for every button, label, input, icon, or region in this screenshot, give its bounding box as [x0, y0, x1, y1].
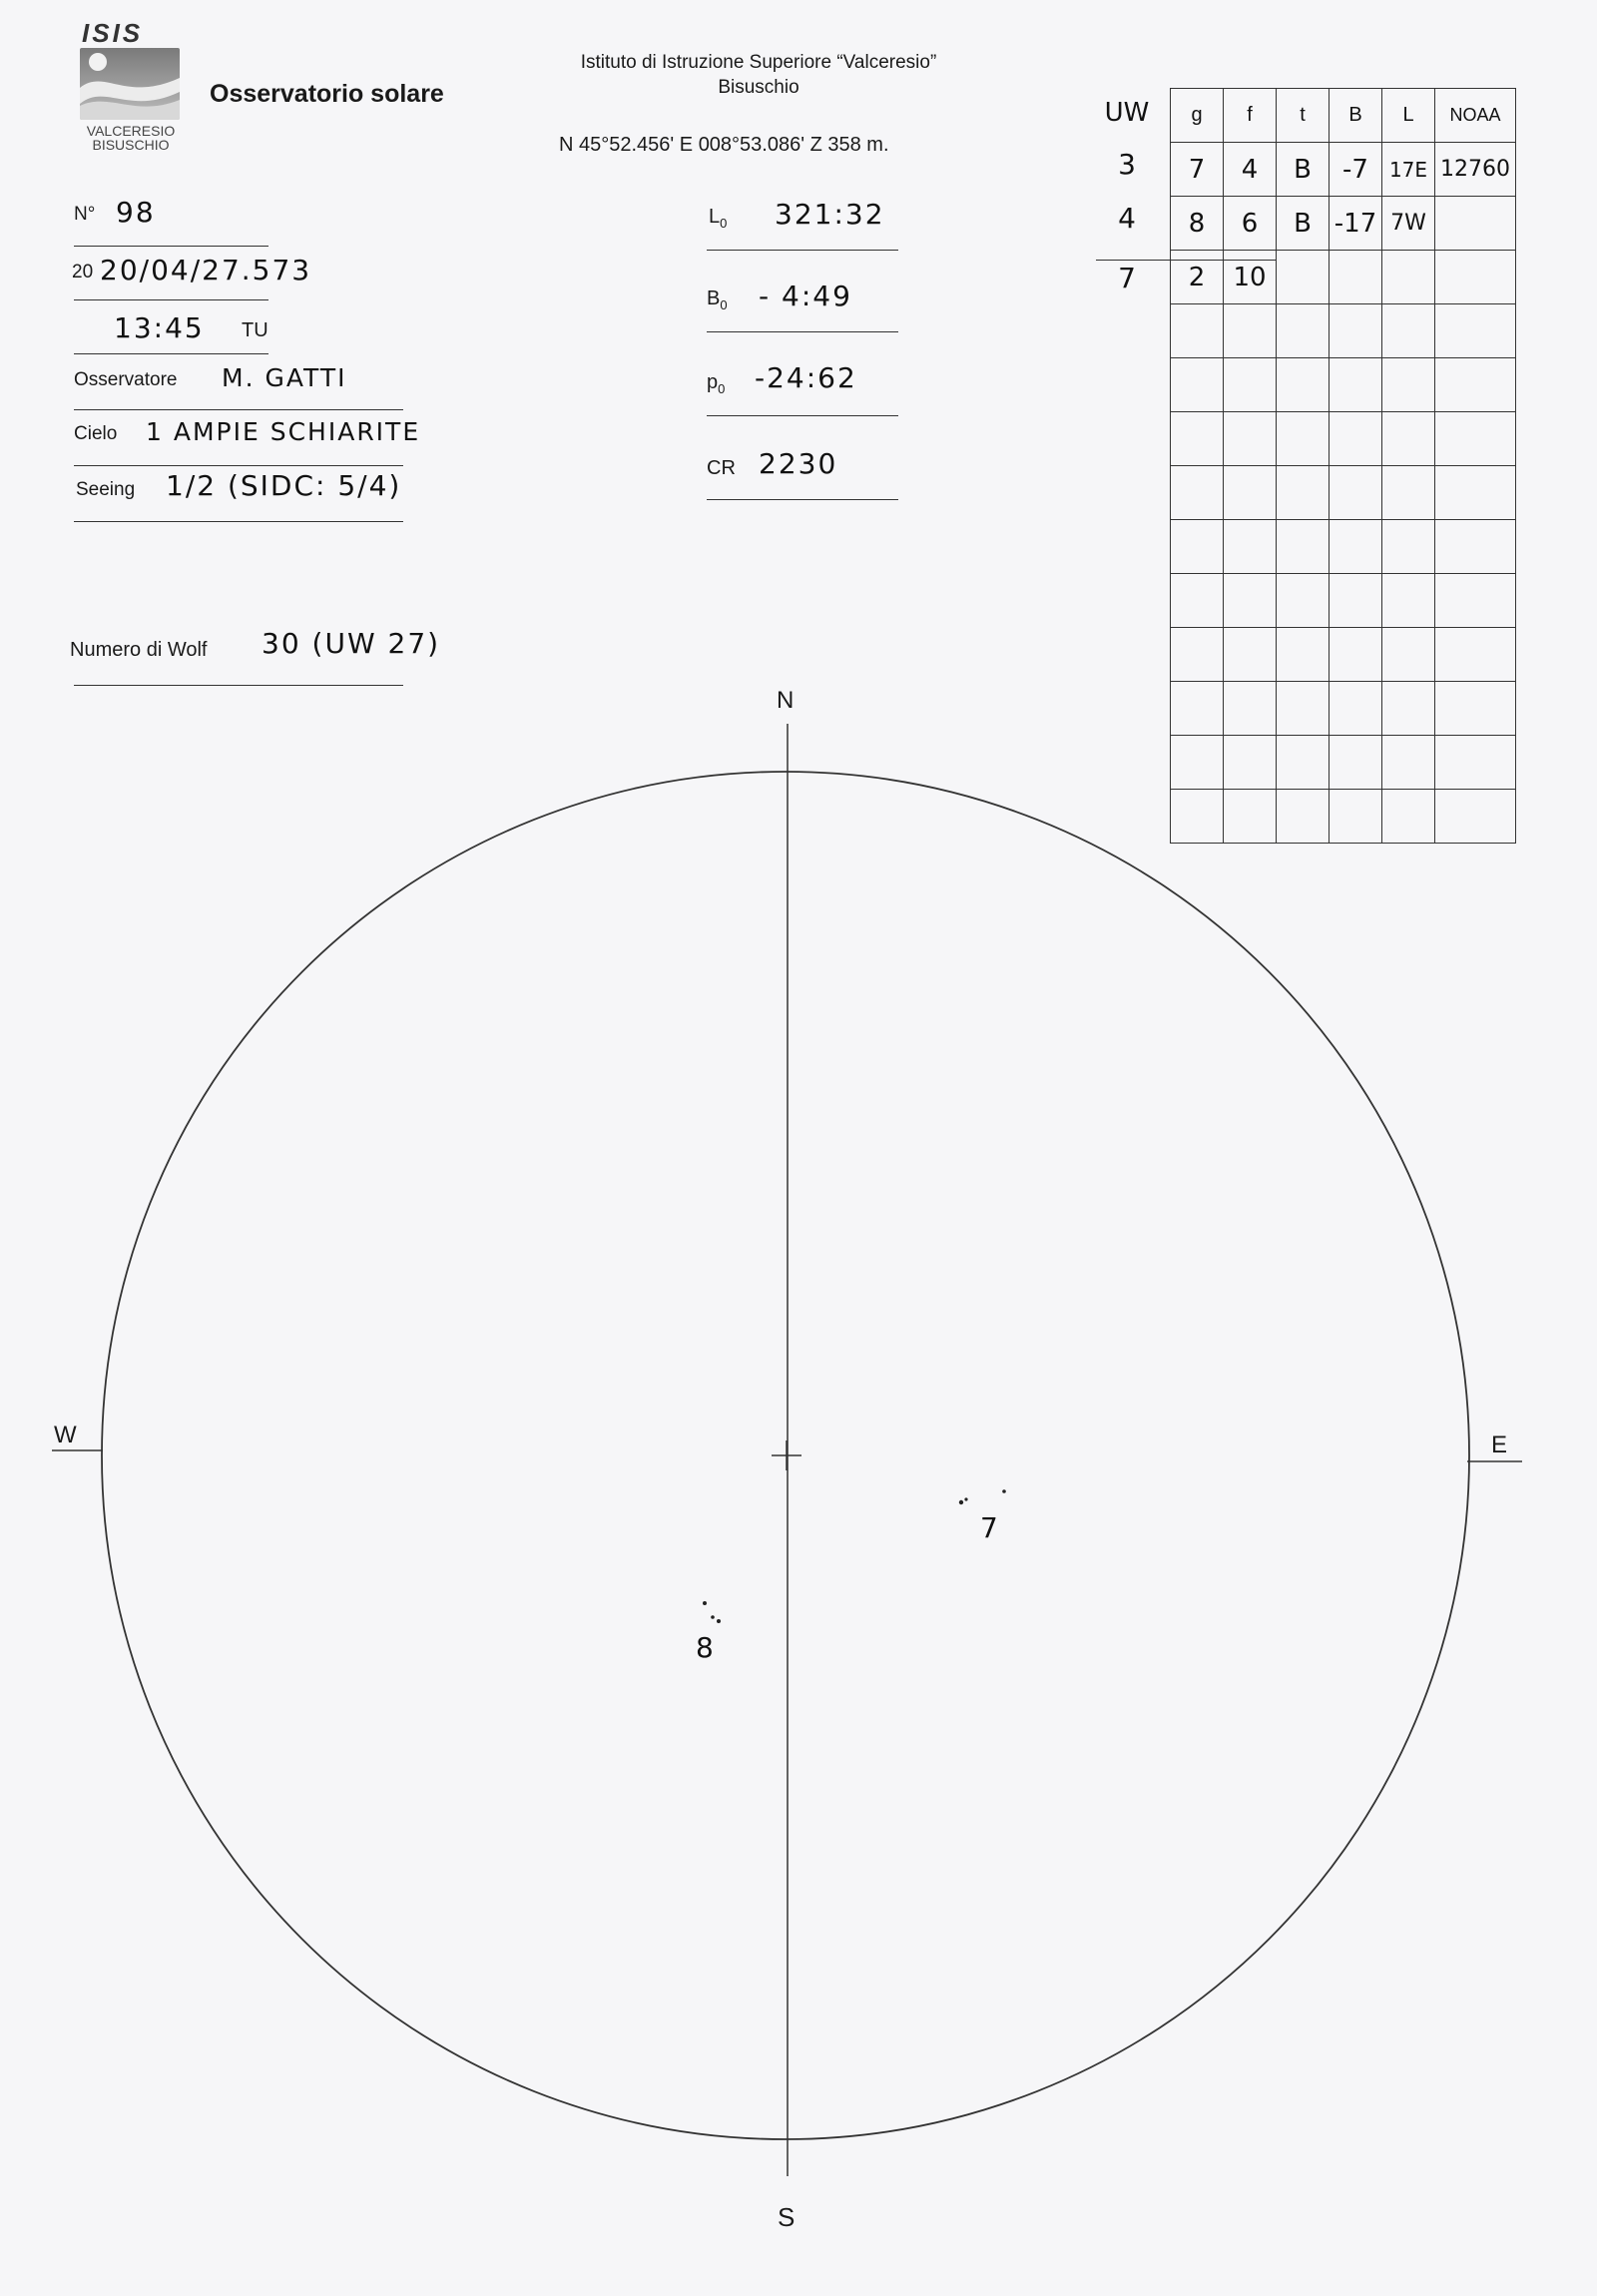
cell-b: -7	[1330, 143, 1382, 197]
cell-g: 8	[1171, 197, 1224, 251]
seeing-value: 1/2 (SIDC: 5/4)	[166, 469, 402, 502]
cell-g: 7	[1171, 143, 1224, 197]
l0-letter: L	[709, 206, 721, 228]
institute-town: Bisuschio	[718, 77, 799, 98]
cell-t: B	[1277, 143, 1330, 197]
cell-l: 7W	[1382, 197, 1435, 251]
north-label: N	[777, 687, 795, 714]
observatory-title: Osservatorio solare	[210, 80, 444, 108]
sky-label: Cielo	[74, 423, 118, 444]
date-value: 20/04/27.573	[100, 254, 312, 287]
east-label: E	[1491, 1432, 1508, 1458]
sky-value: 1 AMPIE SCHIARITE	[146, 417, 421, 446]
site-coordinates: N 45°52.456' E 008°53.086' Z 358 m.	[559, 134, 889, 156]
uw-header: UW	[1104, 98, 1150, 128]
header-b: B	[1330, 89, 1382, 143]
group-8-label: 8	[696, 1631, 716, 1664]
header-t: t	[1277, 89, 1330, 143]
p0-value: -24:62	[755, 361, 857, 394]
cell-noaa: 12760	[1435, 143, 1516, 197]
logo-sub-line1: VALCERESIO	[86, 123, 176, 139]
b0-value: - 4:49	[759, 280, 852, 312]
uw-row-2: 4	[1118, 202, 1136, 235]
sunspot-group-8	[703, 1601, 721, 1623]
cell-g: 2	[1171, 251, 1224, 304]
cell-b: -17	[1330, 197, 1382, 251]
time-value: 13:45	[114, 311, 205, 344]
sunspot-group-7	[959, 1489, 1006, 1504]
observer-value: M. GATTI	[222, 363, 347, 392]
seeing-label: Seeing	[76, 479, 136, 500]
number-label: N°	[74, 204, 96, 225]
l0-subscript: 0	[720, 216, 728, 231]
institute-name: Istituto di Istruzione Superiore “Valceresio”	[580, 52, 937, 73]
cr-label: CR	[707, 457, 736, 479]
header-f: f	[1224, 89, 1277, 143]
west-label: W	[54, 1422, 77, 1448]
p0-subscript: 0	[718, 381, 726, 396]
wolf-value: 30 (UW 27)	[262, 627, 441, 660]
cell-f: 4	[1224, 143, 1277, 197]
cell-f: 10	[1224, 251, 1277, 304]
cr-value: 2230	[759, 447, 838, 480]
header-g: g	[1171, 89, 1224, 143]
time-unit: TU	[242, 319, 268, 341]
p0-letter: p	[707, 371, 719, 393]
b0-subscript: 0	[720, 297, 728, 312]
south-label: S	[778, 2202, 796, 2232]
wolf-label: Numero di Wolf	[70, 639, 208, 661]
uw-row-1: 3	[1118, 148, 1136, 181]
observer-label: Osservatore	[74, 369, 178, 390]
header-l: L	[1382, 89, 1435, 143]
date-prefix: 20	[72, 262, 94, 283]
logo-sub-line2: BISUSCHIO	[92, 137, 170, 153]
number-value: 98	[116, 196, 156, 229]
cell-t: B	[1277, 197, 1330, 251]
uw-row-3: 7	[1118, 262, 1136, 294]
header-noaa: NOAA	[1435, 89, 1516, 143]
group-7-label: 7	[980, 1511, 1000, 1544]
cell-l: 17E	[1382, 143, 1435, 197]
cell-f: 6	[1224, 197, 1277, 251]
l0-value: 321:32	[775, 198, 885, 231]
logo-isis-text: ISIS	[82, 18, 144, 48]
b0-letter: B	[707, 287, 721, 309]
